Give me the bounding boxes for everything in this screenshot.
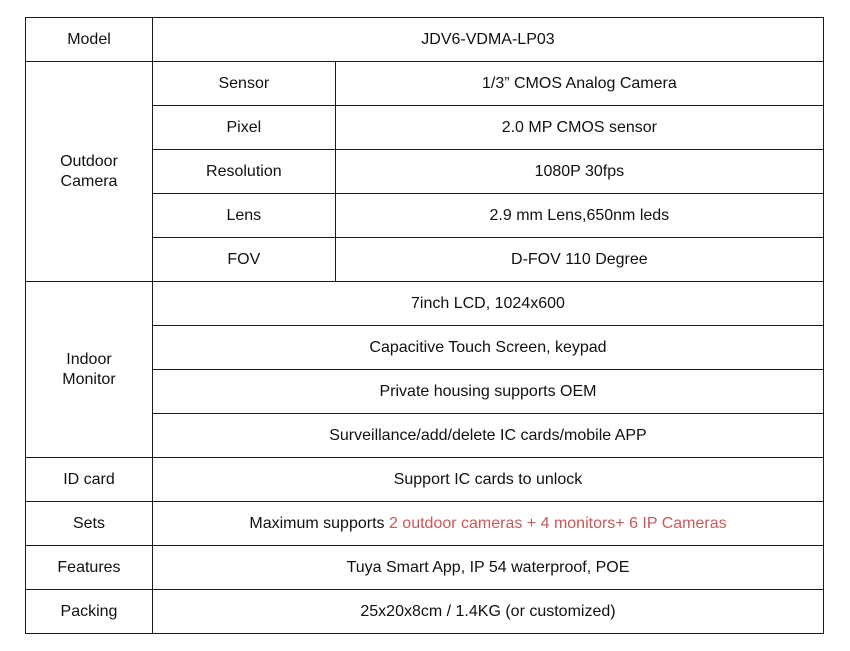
indoor-monitor-label-line2: Monitor [62, 370, 116, 388]
row-lcd [26, 282, 824, 326]
features-value: Tuya Smart App, IP 54 waterproof, POE [152, 546, 823, 590]
spec-table [25, 17, 824, 634]
outdoor-camera-label-line2: Camera [60, 172, 118, 190]
row-sets [26, 502, 824, 546]
sets-value [152, 502, 823, 546]
packing-label: Packing [26, 590, 153, 634]
outdoor-camera-label-line1: Outdoor [60, 152, 118, 170]
outdoor-camera-label [26, 62, 153, 282]
indoor-monitor-label-line1: Indoor [66, 350, 112, 368]
resolution-key: Resolution [152, 150, 335, 194]
indoor-monitor-touch: Capacitive Touch Screen, keypad [152, 326, 823, 370]
lens-value: 2.9 mm Lens,650nm leds [335, 194, 823, 238]
lens-key: Lens [152, 194, 335, 238]
row-model [26, 18, 824, 62]
sets-label: Sets [26, 502, 153, 546]
model-value: JDV6-VDMA-LP03 [152, 18, 823, 62]
resolution-value: 1080P 30fps [335, 150, 823, 194]
indoor-monitor-housing: Private housing supports OEM [152, 370, 823, 414]
indoor-monitor-lcd: 7inch LCD, 1024x600 [152, 282, 823, 326]
sets-value-prefix: Maximum supports [249, 514, 389, 532]
row-id-card [26, 458, 824, 502]
indoor-monitor-label [26, 282, 153, 458]
id-card-value: Support IC cards to unlock [152, 458, 823, 502]
fov-value: D-FOV 110 Degree [335, 238, 823, 282]
model-label: Model [26, 18, 153, 62]
row-packing [26, 590, 824, 634]
fov-key: FOV [152, 238, 335, 282]
features-label: Features [26, 546, 153, 590]
sensor-key: Sensor [152, 62, 335, 106]
pixel-value: 2.0 MP CMOS sensor [335, 106, 823, 150]
packing-value: 25x20x8cm / 1.4KG (or customized) [152, 590, 823, 634]
sets-value-highlight: 2 outdoor cameras + 4 monitors+ 6 IP Cameras [388, 514, 727, 532]
row-sensor [26, 62, 824, 106]
row-features [26, 546, 824, 590]
id-card-label: ID card [26, 458, 153, 502]
sensor-value: 1/3” CMOS Analog Camera [335, 62, 823, 106]
indoor-monitor-surveillance: Surveillance/add/delete IC cards/mobile APP [152, 414, 823, 458]
pixel-key: Pixel [152, 106, 335, 150]
